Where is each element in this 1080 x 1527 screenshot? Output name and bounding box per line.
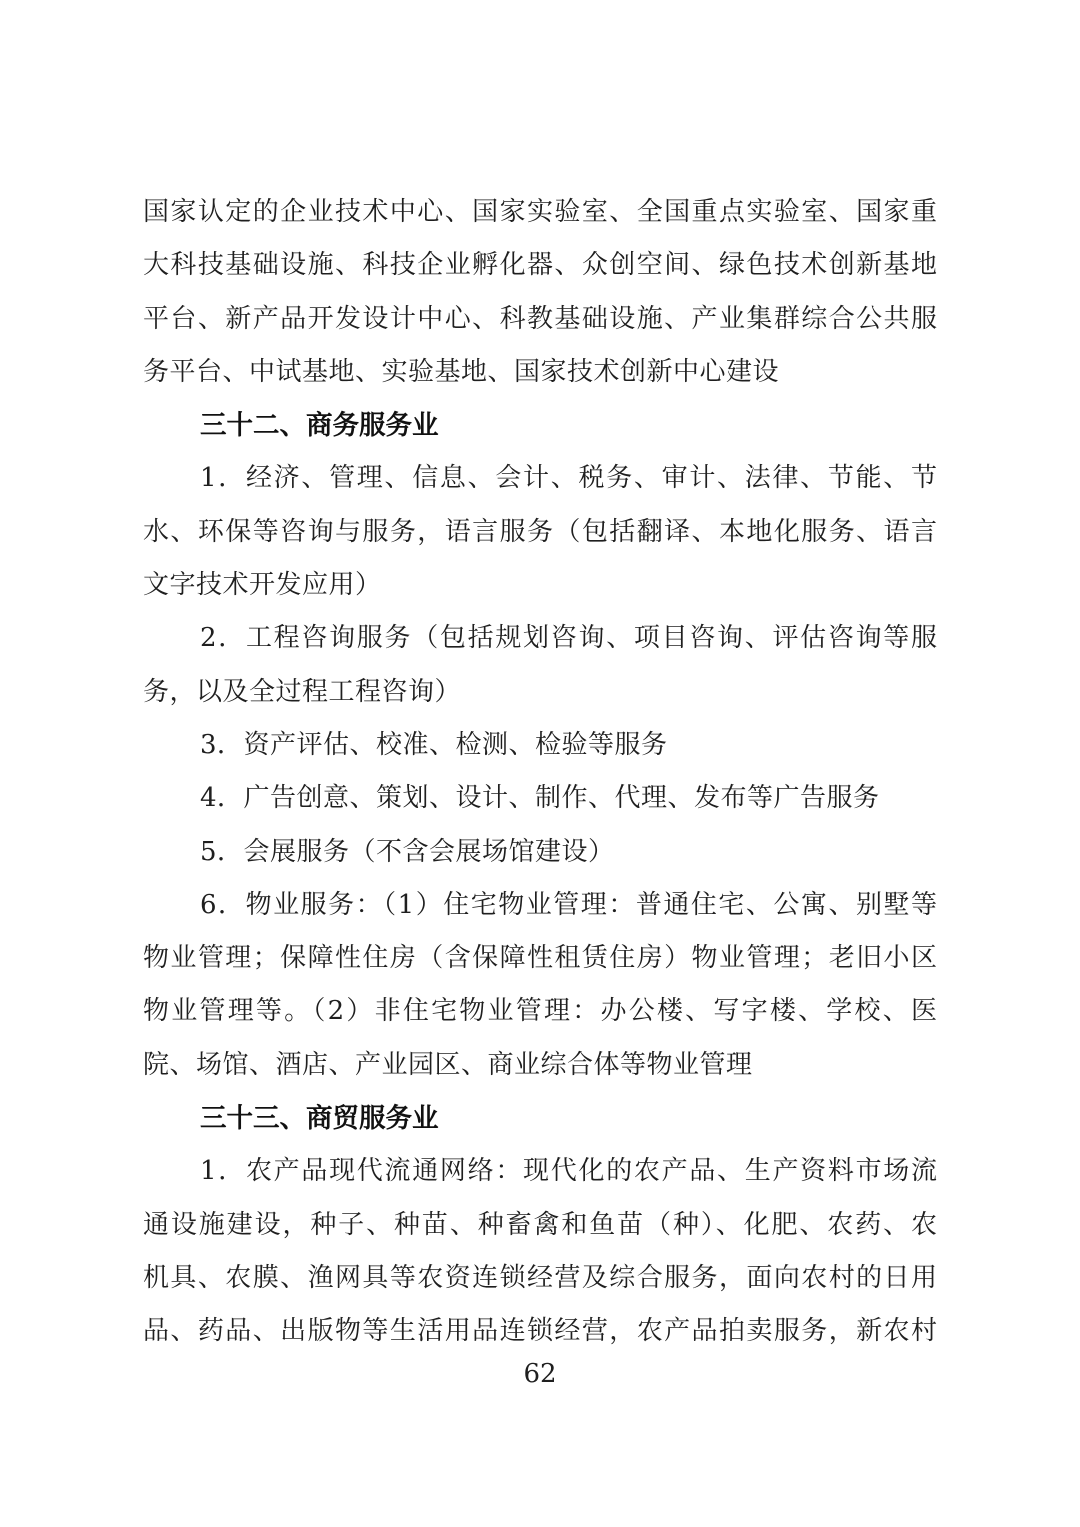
text-line: 3．资产评估、校准、检测、检验等服务 <box>200 729 668 760</box>
text-line: 务平台、中试基地、实验基地、国家技术创新中心建设 <box>143 356 780 387</box>
text-line: 机具、农膜、渔网具等农资连锁经营及综合服务，面向农村的日用 <box>143 1262 937 1293</box>
text-line: 院、场馆、酒店、产业园区、商业综合体等物业管理 <box>143 1049 753 1080</box>
paragraph <box>143 772 937 825</box>
document-content <box>143 186 937 1359</box>
section-heading: 三十二、商务服务业 <box>200 410 439 442</box>
text-line: 4．广告创意、策划、设计、制作、代理、发布等广告服务 <box>200 783 880 814</box>
text-line: 平台、新产品开发设计中心、科教基础设施、产业集群综合公共服 <box>143 303 937 334</box>
text-line: 物业管理；保障性住房（含保障性租赁住房）物业管理；老旧小区 <box>143 943 937 974</box>
text-line: 通设施建设，种子、种苗、种畜禽和鱼苗（种）、化肥、农药、农 <box>143 1209 937 1240</box>
text-line: 文字技术开发应用） <box>143 570 382 601</box>
text-line: 大科技基础设施、科技企业孵化器、众创空间、绿色技术创新基地 <box>143 250 937 281</box>
page-number: 62 <box>523 1359 557 1389</box>
text-line: 5．会展服务（不含会展场馆建设） <box>200 836 615 867</box>
paragraph <box>143 452 937 612</box>
paragraph <box>143 1145 937 1358</box>
text-line: 国家认定的企业技术中心、国家实验室、全国重点实验室、国家重 <box>143 197 937 227</box>
text-line: 6．物业服务：（1）住宅物业管理：普通住宅、公寓、别墅等 <box>200 889 937 920</box>
text-line: 物业管理等。（2）非住宅物业管理：办公楼、写字楼、学校、医 <box>143 996 937 1027</box>
text-line: 水、环保等咨询与服务，语言服务（包括翻译、本地化服务、语言 <box>143 516 937 547</box>
paragraph <box>143 186 937 399</box>
paragraph <box>143 826 937 879</box>
section-heading: 三十三、商贸服务业 <box>200 1103 439 1135</box>
paragraph <box>143 719 937 772</box>
paragraph <box>143 879 937 1092</box>
text-line: 1．经济、管理、信息、会计、税务、审计、法律、节能、节 <box>200 463 937 494</box>
text-line: 2．工程咨询服务（包括规划咨询、项目咨询、评估咨询等服 <box>200 623 937 654</box>
text-line: 1．农产品现代流通网络：现代化的农产品、生产资料市场流 <box>200 1156 937 1187</box>
text-line: 务，以及全过程工程咨询） <box>143 676 462 707</box>
paragraph <box>143 612 937 719</box>
text-line: 品、药品、出版物等生活用品连锁经营，农产品拍卖服务，新农村 <box>143 1316 937 1347</box>
